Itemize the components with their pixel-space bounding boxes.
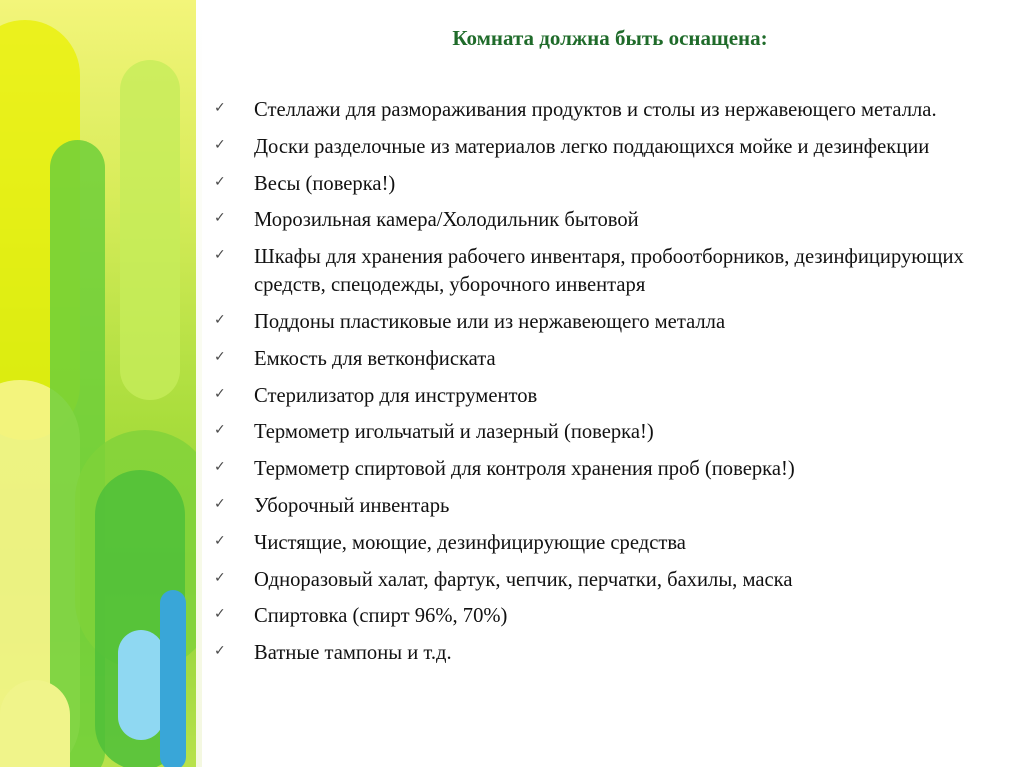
- list-item: [210, 492, 1000, 520]
- checkmark-icon: ✓: [214, 100, 226, 116]
- list-item-text: Весы (поверка!): [254, 172, 396, 195]
- deco-shape: [160, 590, 186, 767]
- list-item-text: Уборочный инвентарь: [254, 494, 450, 517]
- list-item: [210, 133, 1000, 161]
- list-item-text: Стерилизатор для инструментов: [254, 384, 538, 407]
- list-item-text: Поддоны пластиковые или из нержавеющего металла: [254, 310, 726, 333]
- checkmark-icon: ✓: [214, 606, 226, 623]
- list-item: [210, 382, 1000, 410]
- list-item-text: Чистящие, моющие, дезинфицирующие средства: [254, 531, 686, 554]
- list-item: [210, 455, 1000, 483]
- list-item-text: Стеллажи для размораживания продуктов и столы из нержавеющего металла.: [254, 99, 937, 121]
- list-item: [210, 170, 1000, 198]
- list-item: [210, 243, 1000, 299]
- checkmark-icon: ✓: [214, 385, 226, 402]
- list-item: [210, 529, 1000, 557]
- list-item-text: Емкость для ветконфиската: [254, 347, 496, 370]
- list-item: [210, 345, 1000, 373]
- list-item: [210, 206, 1000, 234]
- list-item-text: Доски разделочные из материалов легко поддающихся мойке и дезинфекции: [254, 135, 930, 158]
- list-item: [210, 418, 1000, 446]
- checkmark-icon: ✓: [214, 495, 226, 512]
- deco-shape: [120, 60, 180, 400]
- list-item-text: Морозильная камера/Холодильник бытовой: [254, 209, 639, 232]
- deco-shape: [118, 630, 164, 740]
- checkmark-icon: ✓: [214, 422, 226, 439]
- decorative-sidebar: [0, 0, 200, 767]
- list-item: [210, 308, 1000, 336]
- sidebar-separator: [196, 0, 202, 767]
- checkmark-icon: ✓: [214, 532, 226, 549]
- list-item: [210, 602, 1000, 630]
- list-item-text: Шкафы для хранения рабочего инвентаря, пробоотборников, дезинфицирующих средств, спецодежды, уборочного инвентаря: [254, 246, 964, 297]
- list-item: [210, 566, 1000, 594]
- checkmark-icon: ✓: [214, 247, 226, 264]
- list-item-text: Ватные тампоны и т.д.: [254, 642, 452, 665]
- checkmark-icon: ✓: [214, 173, 226, 190]
- checkmark-icon: ✓: [214, 311, 226, 328]
- checkmark-icon: ✓: [214, 348, 226, 365]
- list-item-text: Термометр игольчатый и лазерный (поверка!): [254, 421, 654, 444]
- deco-shape: [0, 680, 70, 767]
- checkmark-icon: ✓: [214, 569, 226, 586]
- list-item-text: Термометр спиртовой для контроля хранения проб (поверка!): [254, 458, 795, 481]
- checkmark-icon: ✓: [214, 643, 226, 660]
- list-item: [210, 96, 1000, 124]
- list-item: [210, 639, 1000, 667]
- slide-title: Комната должна быть оснащена:: [452, 26, 768, 50]
- checkmark-icon: ✓: [214, 210, 226, 227]
- equipment-list: [210, 96, 1000, 676]
- checkmark-icon: ✓: [214, 136, 226, 153]
- checkmark-icon: ✓: [214, 459, 226, 476]
- list-item-text: Одноразовый халат, фартук, чепчик, перчатки, бахилы, маска: [254, 568, 793, 591]
- list-item-text: Спиртовка (спирт 96%, 70%): [254, 605, 508, 628]
